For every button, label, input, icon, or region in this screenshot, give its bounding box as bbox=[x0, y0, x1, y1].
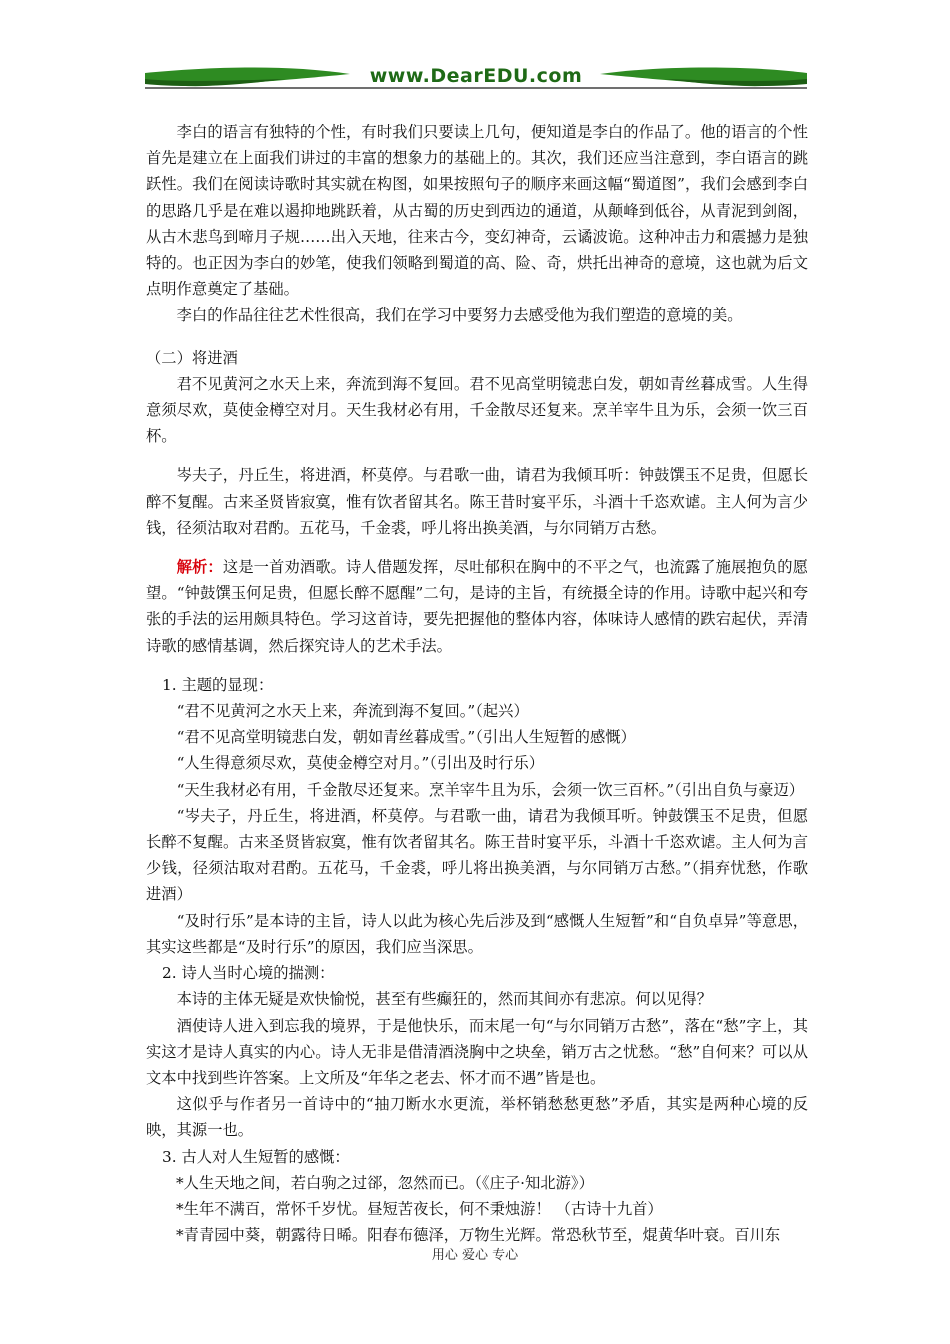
spacer bbox=[146, 541, 808, 554]
point-2-line: 这似乎与作者另一首诗中的“抽刀断水水更流，举杯销愁愁更愁”矛盾，其实是两种心境的反映，其源一也。 bbox=[146, 1095, 808, 1140]
spacer bbox=[146, 329, 808, 345]
paragraph-li-bai-language: 李白的语言有独特的个性，有时我们只要读上几句，便知道是李白的作品了。他的语言的个性首先是建立在上面我们讲过的丰富的想象力的基础上的。其次，我们还应当注意到，李白语言的跳跃性。我们在阅读诗歌时其实就在构图，如果按照句子的顺序来画这幅“蜀道图”，我们会感到李白的思路几乎是在难以遏抑地跳跃着，从古蜀的历史到西边的通道，从颠峰到低谷，从青泥到剑阁，从古木悲鸟到啼月子规……出入天地，往来古今，变幻神奇，云谲波诡。这种冲击力和震撼力是独特的。也正因为李白的妙笔，使我们领略到蜀道的高、险、奇，烘托出神奇的意境，这也就为后文点明作意奠定了基础。 bbox=[146, 123, 808, 299]
point-1-line: “天生我材必有用，千金散尽还复来。烹羊宰牛且为乐，会须一饮三百杯。”（引出自负与豪迈） bbox=[176, 780, 805, 799]
site-url-logo: www.DearEDU.com bbox=[369, 65, 583, 87]
analysis-label: 解析： bbox=[176, 558, 223, 577]
analysis-text: 这是一首劝酒歌。诗人借题发挥，尽吐郁积在胸中的不平之气，也流露了施展抱负的愿望。“钟鼓馔玉何足贵，但愿长醉不愿醒”二句，是诗的主旨，有统摄全诗的作用。诗歌中起兴和夸张的手法的运用颇具特色。学习这首诗，要先把握他的整体内容，体味诗人感情的跌宕起伏，弄清诗歌的感情基调，然后探究诗人的艺术手法。 bbox=[146, 558, 808, 655]
document-body bbox=[146, 119, 808, 1248]
poem-paragraph-2: 岑夫子，丹丘生，将进酒，杯莫停。与君歌一曲，请君为我倾耳听：钟鼓馔玉不足贵，但愿长醉不复醒。古来圣贤皆寂寞，惟有饮者留其名。陈王昔时宴平乐，斗酒十千恣欢谑。主人何为言少钱，径须沽取对君酌。五花马，千金裘，呼儿将出换美酒，与尔同销万古愁。 bbox=[146, 466, 808, 537]
site-header bbox=[145, 62, 807, 94]
point-1-line: “君不见高堂明镜悲白发，朝如青丝暮成雪。”（引出人生短暂的感慨） bbox=[176, 728, 636, 747]
point-3-quote: *青青园中葵，朝露待日晞。阳春布德泽，万物生光辉。常恐秋节至，焜黄华叶衰。百川东 bbox=[176, 1226, 781, 1245]
spacer bbox=[146, 449, 808, 462]
point-1-line: “君不见黄河之水天上来，奔流到海不复回。”（起兴） bbox=[176, 702, 529, 721]
paragraph-artistry: 李白的作品往往艺术性很高，我们在学习中要努力去感受他为我们塑造的意境的美。 bbox=[176, 306, 743, 325]
point-2-line: 本诗的主体无疑是欢快愉悦，甚至有些癫狂的，然而其间亦有悲凉。何以见得？ bbox=[176, 990, 712, 1009]
point-3-title: 3. 古人对人生短暂的感慨： bbox=[162, 1147, 350, 1166]
point-1-line: “岑夫子，丹丘生，将进酒，杯莫停。与君歌一曲，请君为我倾耳听。钟鼓馔玉不足贵，但愿长醉不复醒。古来圣贤皆寂寞，惟有饮者留其名。陈王昔时宴平乐，斗酒十千恣欢谑。主人何为言少钱，径须沽取对君酌。五花马，千金裘，呼儿将出换美酒，与尔同销万古愁。”（捐弃忧愁，作歌进酒） bbox=[146, 806, 808, 904]
point-3-quote: *人生天地之间，若白驹之过郤，忽然而已。（《庄子·知北游》） bbox=[176, 1173, 594, 1192]
point-1-line: “人生得意须尽欢，莫使金樽空对月。”（引出及时行乐） bbox=[176, 754, 545, 773]
analysis-paragraph bbox=[146, 554, 808, 659]
spacer bbox=[146, 659, 808, 672]
page-footer: 用心 爱心 专心 bbox=[431, 1248, 519, 1263]
point-1-title: 1. 主题的显现： bbox=[162, 675, 274, 694]
point-2-line: 酒使诗人进入到忘我的境界，于是他快乐，而末尾一句“与尔同销万古愁”，落在“愁”字上，其实这才是诗人真实的内心。诗人无非是借清酒浇胸中之块垒，销万古之忧愁。“愁”自何来？可以从文本中找到些许答案。上文所及“年华之老去、怀才而不遇”皆是也。 bbox=[146, 1016, 808, 1087]
poem-paragraph-1: 君不见黄河之水天上来，奔流到海不复回。君不见高堂明镜悲白发，朝如青丝暮成雪。人生得意须尽欢，莫使金樽空对月。天生我材必有用，千金散尽还复来。烹羊宰牛且为乐，会须一饮三百杯。 bbox=[146, 374, 808, 446]
section-heading-jiang-jin-jiu: （二）将进酒 bbox=[146, 348, 238, 367]
point-2-title: 2. 诗人当时心境的揣测： bbox=[162, 964, 335, 983]
point-1-line: “及时行乐”是本诗的主旨，诗人以此为核心先后涉及到“感慨人生短暂”和“自负卓异”等意思，其实这些都是“及时行乐”的原因，我们应当深思。 bbox=[146, 911, 808, 956]
point-3-quote: *生年不满百，常怀千岁忧。昼短苦夜长，何不秉烛游！ （古诗十九首） bbox=[176, 1199, 663, 1218]
